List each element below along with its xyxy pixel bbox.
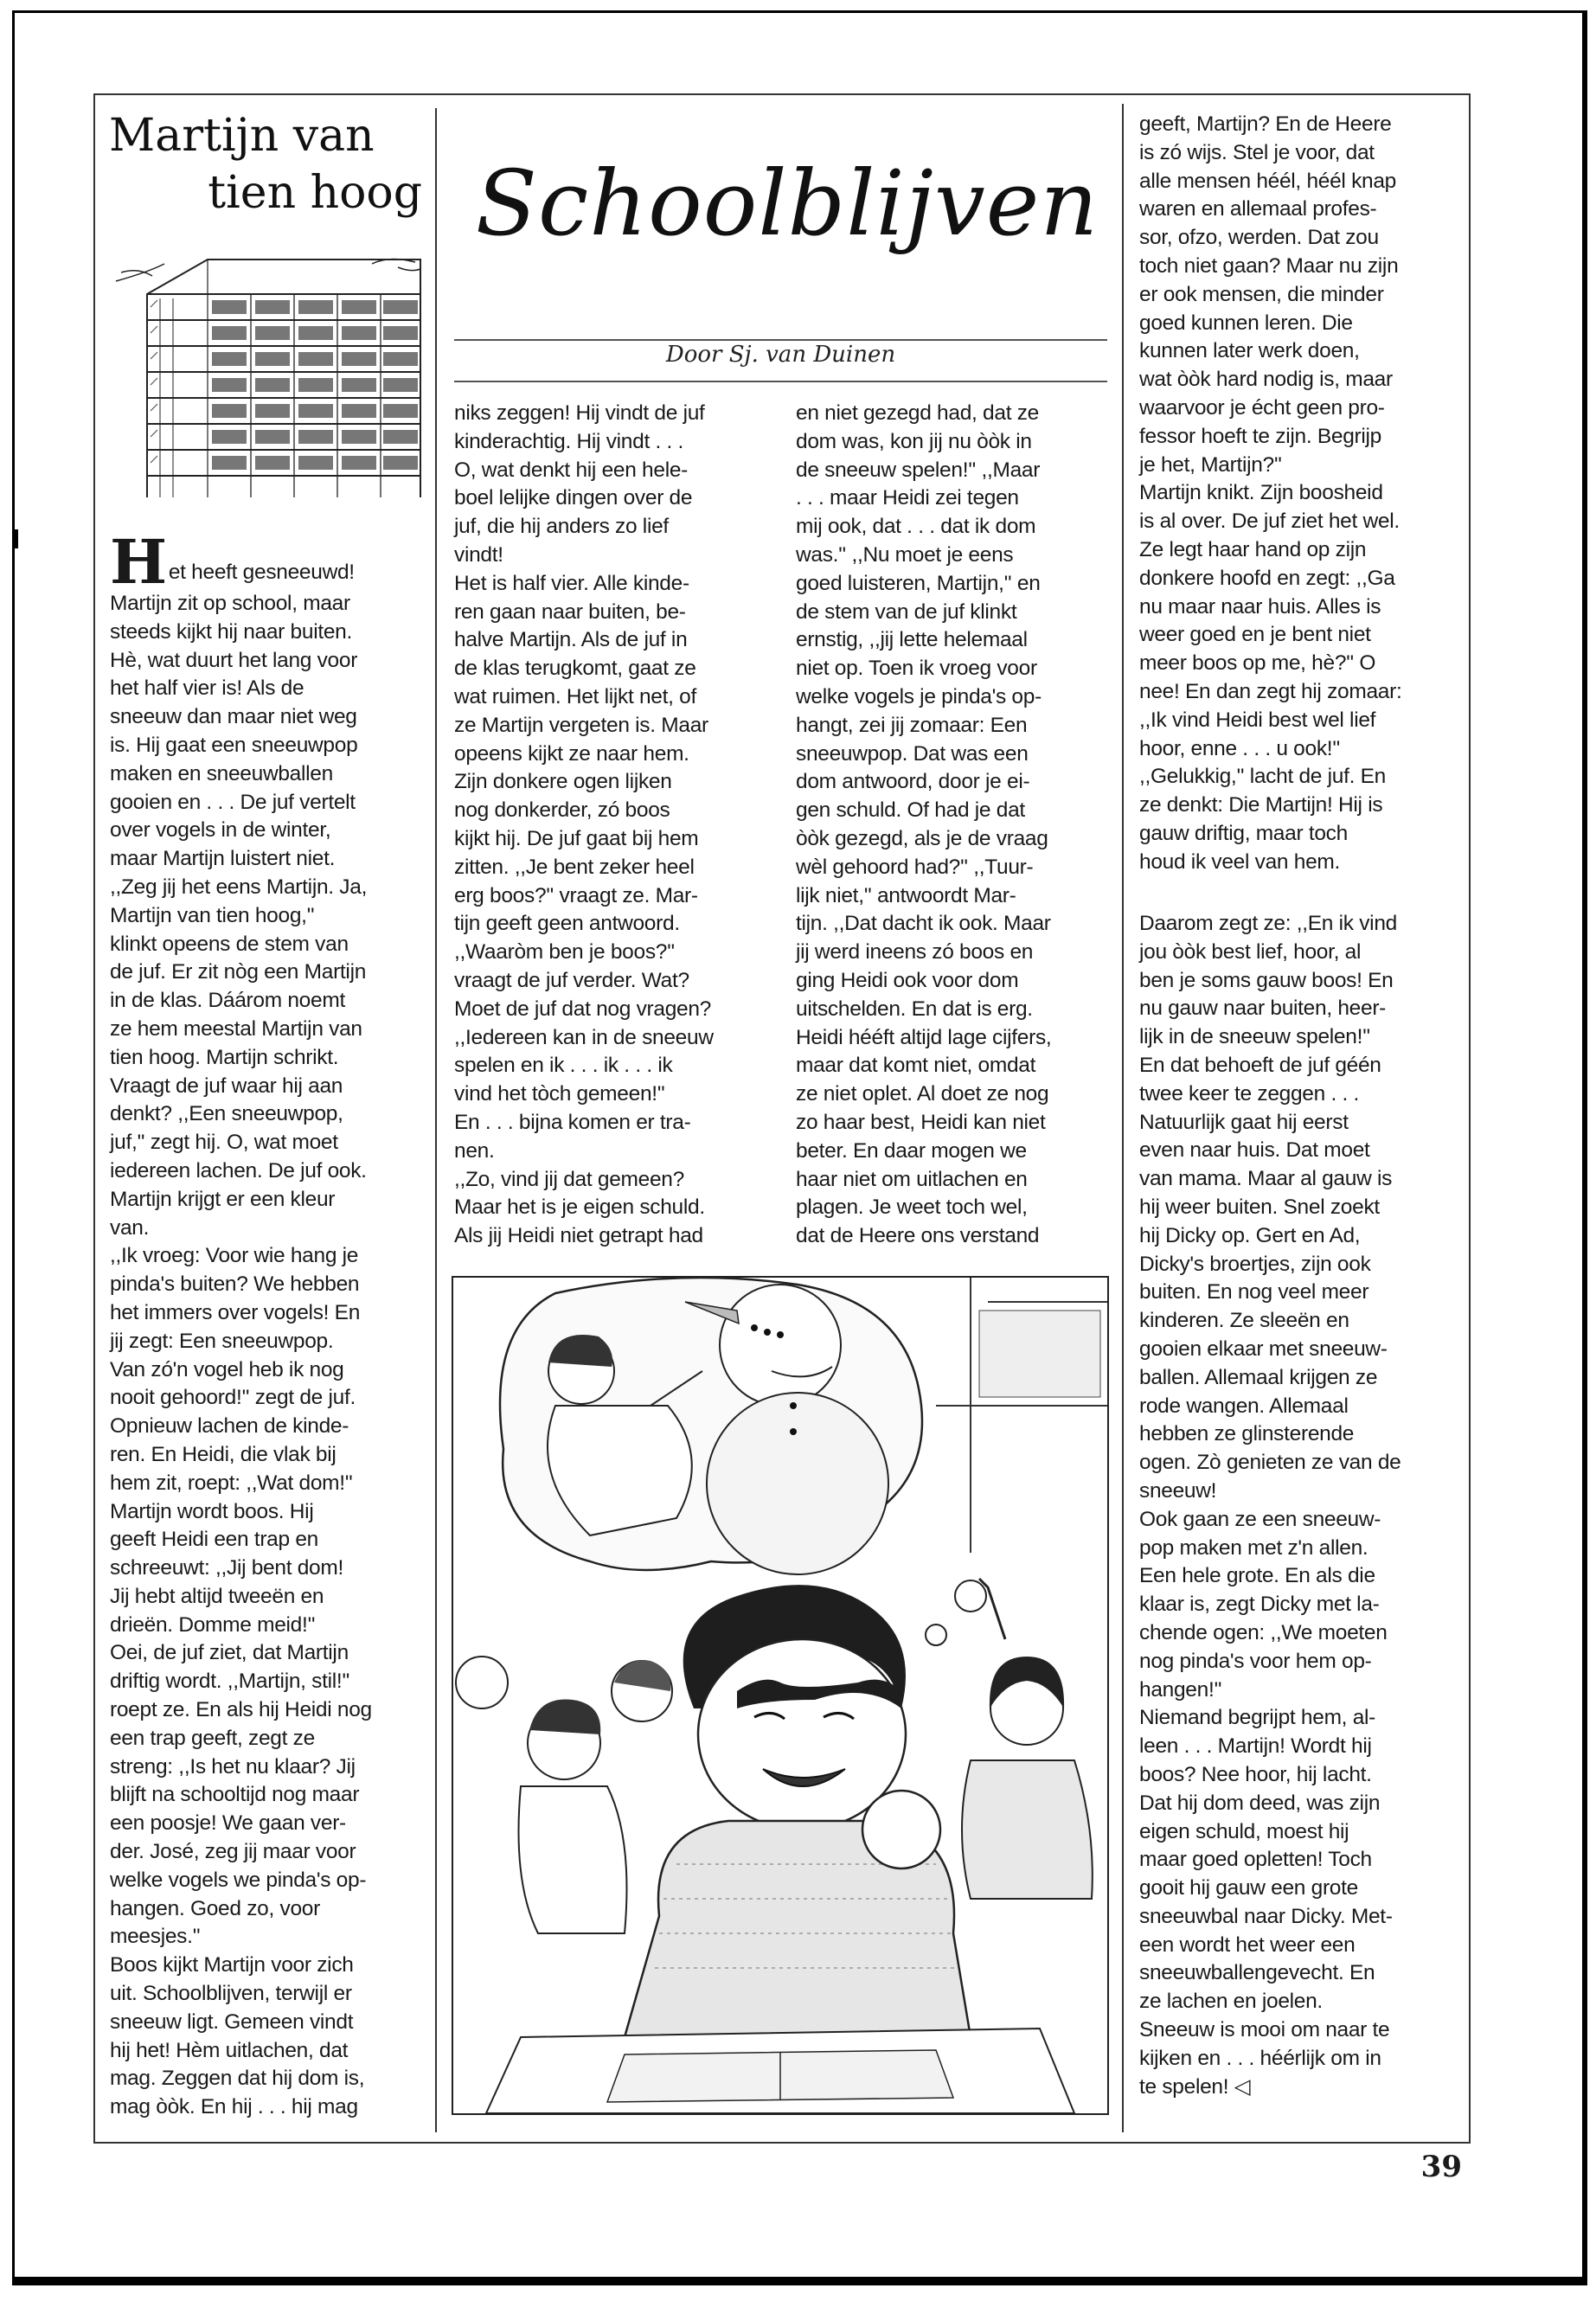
text-line: lijk niet,'' antwoordt Mar- [796,883,1016,907]
text-line: fessor hoeft te zijn. Begrijp [1139,424,1382,448]
text-line: weer goed en je bent niet [1139,623,1371,647]
text-line: hem zit, roept: ,,Wat dom!'' [110,1471,353,1495]
text-line: de stem van de juf klinkt [796,599,1017,624]
text-line: Boos kijkt Martijn voor zich [110,1953,354,1977]
text-line: de sneeuw spelen!'' ,,Maar [796,458,1041,482]
text-line: hij weer buiten. Snel zoekt [1139,1195,1380,1219]
text-line: maar Martijn luistert niet. [110,847,336,871]
text-line: ,,Zo, vind jij dat gemeen? [454,1167,684,1191]
text-line: juf,'' zegt hij. O, wat moet [110,1131,338,1155]
text-line: was.'' ,,Nu moet je eens [796,542,1014,567]
text-line: sor, ofzo, werden. Dat zou [1139,226,1379,250]
text-line: ze denkt: Die Martijn! Hij is [1139,793,1383,817]
text-line: sneeuwpop. Dat was een [796,741,1029,766]
text-line: zo haar best, Heidi kan niet [796,1110,1046,1134]
text-line: wat òòk hard nodig is, maar [1139,368,1393,392]
text-line: Martijn knikt. Zijn boosheid [1139,481,1383,505]
text-line: donkere hoofd en zegt: ,,Ga [1139,566,1395,590]
series-title-line1: Martijn van [109,110,375,162]
text-line: toch niet gaan? Maar nu zijn [1139,253,1399,278]
page-number: 39 [1420,2150,1462,2184]
text-line: boel lelijke dingen over de [454,486,693,510]
binding-mark [12,529,18,548]
text-line: Heidi hééft altijd lage cijfers, [796,1025,1052,1049]
text-line: sneeuw dan maar niet weg [110,705,357,729]
text-line: nu maar naar huis. Alles is [1139,594,1381,619]
text-line: geeft, Martijn? En de Heere [1139,112,1392,136]
text-line: gen schuld. Of had je dat [796,798,1025,823]
text-line: pinda's buiten? We hebben [110,1272,360,1297]
text-line: ernstig, ,,jij lette helemaal [796,628,1028,652]
text-line: maar goed opletten! Toch [1139,1848,1372,1872]
text-line: twee keer te zeggen . . . [1139,1081,1359,1106]
text-line: beter. En daar mogen we [796,1138,1027,1163]
text-line: kijken en . . . héérlijk om in [1139,2046,1381,2070]
text-line: niet op. Toen ik vroeg voor [796,657,1037,681]
text-line: een trap geeft, zegt ze [110,1726,315,1750]
text-line: iedereen lachen. De juf ook. [110,1158,367,1183]
text-line: hangen!'' [1139,1677,1222,1702]
column-rule [435,108,437,2132]
text-column-4-part2 [1139,910,1464,2101]
text-line: Maar het is je eigen schuld. [454,1195,705,1220]
text-line: de juf. Er zit nòg een Martijn [110,960,367,984]
text-line: het immers over vogels! En [110,1300,361,1324]
text-line: hoor, enne . . . u ook!'' [1139,736,1341,760]
text-line: vindt! [454,542,503,567]
text-line: Niemand begrijpt hem, al- [1139,1706,1376,1730]
text-line: mag. Zeggen dat hij dom is, [110,2067,365,2091]
text-line: maar dat komt niet, omdat [796,1054,1036,1078]
text-line: welke vogels je pinda's op- [796,684,1042,708]
text-line: Sneeuw is mooi om naar te [1139,2018,1390,2042]
text-line: ,,Zeg jij het eens Martijn. Ja, [110,875,368,899]
text-line: blijft na schooltijd nog maar [110,1783,360,1807]
text-line: ben je soms gauw boos! En [1139,968,1394,992]
text-line: dom antwoord, door je ei- [796,770,1030,794]
text-line: erg boos?'' vraagt ze. Mar- [454,883,698,907]
text-line: hij het! Hèm uitlachen, dat [110,2038,349,2062]
text-line: lijk in de sneeuw spelen!'' [1139,1025,1370,1049]
text-line: mij ook, dat . . . dat ik dom [796,515,1036,539]
text-line: uit. Schoolblijven, terwijl er [110,1982,352,2006]
text-line: pop maken met z'n allen. [1139,1535,1368,1560]
text-line: jij zegt: Een sneeuwpop. [110,1329,334,1353]
text-line: Martijn wordt boos. Hij [110,1499,314,1523]
text-line: Zijn donkere ogen lijken [454,770,672,794]
text-line: Hè, wat duurt het lang voor [110,648,358,672]
text-line: schreeuwt: ,,Jij bent dom! [110,1556,343,1580]
text-line: Ze legt haar hand op zijn [1139,537,1367,561]
text-line: hangt, zei jij zomaar: Een [796,713,1028,737]
text-line: een poosje! We gaan ver- [110,1811,346,1836]
text-line: plagen. Je weet toch wel, [796,1195,1028,1220]
text-line: een wordt het weer een [1139,1932,1356,1957]
text-line: welke vogels we pinda's op- [110,1868,367,1892]
text-line: Martijn zit op school, maar [110,592,350,615]
text-line: vind het tòch gemeen!'' [454,1082,665,1106]
text-line: vraagt de juf verder. Wat? [454,968,689,992]
text-line: kunnen later werk doen, [1139,339,1360,363]
byline-rule-top [454,339,1107,341]
text-line: nog donkerder, zó boos [454,798,670,823]
text-line: roept ze. En als hij Heidi nog [110,1698,372,1722]
text-line: Het is half vier. Alle kinde- [454,571,689,595]
text-line: jou òòk best lief, hoor, al [1139,939,1362,964]
text-line: uitschelden. En dat is erg. [796,997,1033,1021]
text-line: ballen. Allemaal krijgen ze [1139,1365,1378,1389]
text-line: Opnieuw lachen de kinde- [110,1414,349,1439]
text-line: gauw driftig, maar toch [1139,821,1348,845]
text-line: nen. [454,1138,495,1163]
text-column-1 [110,526,426,2122]
text-line: drieën. Domme meid!'' [110,1612,316,1637]
text-line: Dicky's broertjes, zijn ook [1139,1252,1371,1276]
text-line: ze Martijn vergeten is. Maar [454,713,708,737]
byline-rule-bottom [454,381,1107,382]
text-line: ,,Gelukkig,'' lacht de juf. En [1139,765,1386,789]
text-line: tijn geeft geen antwoord. [454,912,680,936]
text-line: zitten. ,,Je bent zeker heel [454,855,695,879]
text-line: nee! En dan zegt hij zomaar: [1139,679,1402,703]
text-line: òòk gezegd, als je de vraag [796,826,1048,850]
text-line: Daarom zegt ze: ,,En ik vind [1139,912,1397,935]
text-line: van mama. Maar al gauw is [1139,1167,1393,1191]
text-line: En . . . bijna komen er tra- [454,1110,691,1134]
series-title-line2: tien hoog [208,167,422,219]
text-line: ,,Iedereen kan in de sneeuw [454,1025,714,1049]
text-line: nog pinda's voor hem op- [1139,1649,1372,1673]
text-line: meer boos op me, hè?'' O [1139,651,1376,676]
text-line: goed luisteren, Martijn,'' en [796,571,1041,595]
text-line: hangen. Goed zo, voor [110,1896,320,1920]
text-line: ren. En Heidi, die vlak bij [110,1442,337,1466]
text-line: even naar huis. Dat moet [1139,1138,1370,1163]
text-line: is al over. De juf ziet het wel. [1139,510,1400,534]
text-line: . . . maar Heidi zei tegen [796,486,1019,510]
text-line: Jij hebt altijd tweeën en [110,1584,324,1608]
text-line: Moet de juf dat nog vragen? [454,997,712,1021]
text-line: meesjes.'' [110,1925,201,1949]
text-line: nu gauw naar buiten, heer- [1139,997,1387,1021]
text-line: Als jij Heidi niet getrapt had [454,1224,703,1248]
text-line: Martijn van tien hoog,'' [110,903,315,927]
text-line: je het, Martijn?'' [1139,452,1282,477]
text-line: chende ogen: ,,We moeten [1139,1620,1388,1644]
text-line: sneeuwbal naar Dicky. Met- [1139,1904,1393,1928]
text-line: klaar is, zegt Dicky met la- [1139,1593,1380,1617]
text-line: Ook gaan ze een sneeuw- [1139,1507,1381,1531]
column-rule [1122,104,1124,2132]
text-column-4-part1 [1139,111,1464,877]
text-line: dom was, kon jij nu òòk in [796,429,1032,453]
text-line: boos? Nee hoor, hij lacht. [1139,1762,1372,1786]
text-line: alle mensen héél, héél knap [1139,169,1397,193]
text-line: driftig wordt. ,,Martijn, stil!'' [110,1670,350,1694]
text-line: ze lachen en joelen. [1139,1990,1323,2014]
text-line: geeft Heidi een trap en [110,1528,318,1552]
text-line: houd ik veel van hem. [1139,849,1341,874]
classroom-illustration [452,1276,1109,2115]
text-line: waren en allemaal profes- [1139,197,1377,221]
text-line: gooien en . . . De juf vertelt [110,790,356,814]
text-line: kinderen. Ze sleeën en [1139,1309,1349,1333]
text-line: leen . . . Martijn! Wordt hij [1139,1734,1372,1759]
text-line: gooit hij gauw een grote [1139,1876,1358,1900]
text-line: in de klas. Dáárom noemt [110,989,345,1013]
text-line: waarvoor je écht geen pro- [1139,395,1385,420]
text-line: O, wat denkt hij een hele- [454,458,689,482]
text-line: buiten. En nog veel meer [1139,1280,1369,1304]
series-title [109,107,422,221]
text-line: ze niet oplet. Al doet ze nog [796,1082,1049,1106]
text-line: Een hele grote. En als die [1139,1564,1375,1588]
text-line: juf, die hij anders zo lief [454,515,669,539]
text-line: Martijn krijgt er een kleur [110,1187,336,1211]
text-line: te spelen! ◁ [1139,2074,1251,2099]
text-line: is zó wijs. Stel je voor, dat [1139,140,1375,164]
byline: Door Sj. van Duinen [665,342,896,368]
text-line: klinkt opeens de stem van [110,932,349,956]
text-line: sneeuwballengevecht. En [1139,1961,1375,1985]
text-line: tien hoog. Martijn schrikt. [110,1045,339,1069]
text-line: ,,Waaròm ben je boos?'' [454,940,675,965]
headline: Schoolblijven [475,151,1099,256]
text-line: van. [110,1215,150,1240]
text-line: mag òòk. En hij . . . hij mag [110,2095,358,2119]
text-line: kijkt hij. De juf gaat bij hem [454,826,699,850]
text-line: wat ruimen. Het lijkt net, of [454,684,696,708]
text-line: hij Dicky op. Gert en Ad, [1139,1223,1361,1247]
text-line: jij werd ineens zó boos en [796,940,1034,965]
text-line: niks zeggen! Hij vindt de juf [454,401,705,425]
text-line: rode wangen. Allemaal [1139,1394,1349,1418]
text-line: der. José, zeg jij maar voor [110,1840,356,1864]
text-line: en niet gezegd had, dat ze [796,401,1039,425]
text-line: Natuurlijk gaat hij eerst [1139,1110,1349,1134]
text-line: eigen schuld, moest hij [1139,1819,1349,1843]
text-line: spelen en ik . . . ik . . . ik [454,1054,673,1078]
text-line: over vogels in de winter, [110,818,331,843]
text-line: gooien elkaar met sneeuw- [1139,1336,1388,1361]
text-line: ,,Ik vind Heidi best wel lief [1139,708,1376,732]
text-line: ,,Ik vroeg: Voor wie hang je [110,1244,359,1268]
text-line: er ook mensen, die minder [1139,282,1384,306]
text-line: hebben ze glinsterende [1139,1422,1355,1446]
text-line: denkt? ,,Een sneeuwpop, [110,1102,343,1126]
apartment-building-illustration [112,247,426,499]
text-line: Dat hij dom deed, was zijn [1139,1791,1381,1815]
text-line: het half vier is! Als de [110,676,304,701]
text-column-3 [796,400,1112,1251]
text-line: dat de Heere ons verstand [796,1224,1040,1248]
text-line: de klas terugkomt, gaat ze [454,657,696,681]
text-line: is. Hij gaat een sneeuwpop [110,733,358,757]
text-line: ogen. Zò genieten ze van de [1139,1451,1401,1475]
text-line: sneeuw! [1139,1478,1217,1503]
text-line: En dat behoeft de juf géén [1139,1053,1381,1077]
first-line: et heeft gesneeuwd! [168,561,355,584]
text-line: opeens kijkt ze naar hem. [454,741,689,766]
text-line: wèl gehoord had?'' ,,Tuur- [796,855,1034,879]
text-column-2 [454,400,770,1251]
drop-cap: H [110,526,167,598]
text-line: kinderachtig. Hij vindt . . . [454,429,683,453]
text-line: streng: ,,Is het nu klaar? Jij [110,1754,356,1779]
text-line: halve Martijn. Als de juf in [454,628,688,652]
text-line: ren gaan naar buiten, be- [454,599,686,624]
text-line: steeds kijkt hij naar buiten. [110,619,353,644]
text-line: haar niet om uitlachen en [796,1167,1028,1191]
text-line: sneeuw ligt. Gemeen vindt [110,2009,354,2034]
text-line: Vraagt de juf waar hij aan [110,1074,343,1098]
text-line: Oei, de juf ziet, dat Martijn [110,1641,349,1665]
text-line: ging Heidi ook voor dom [796,968,1019,992]
text-line: goed kunnen leren. Die [1139,311,1353,335]
text-line: nooit gehoord!'' zegt de juf. [110,1386,356,1410]
text-line: maken en sneeuwballen [110,761,333,785]
text-line: tijn. ,,Dat dacht ik ook. Maar [796,912,1051,936]
text-line: ze hem meestal Martijn van [110,1016,362,1041]
text-line: Van zó'n vogel heb ik nog [110,1357,344,1381]
